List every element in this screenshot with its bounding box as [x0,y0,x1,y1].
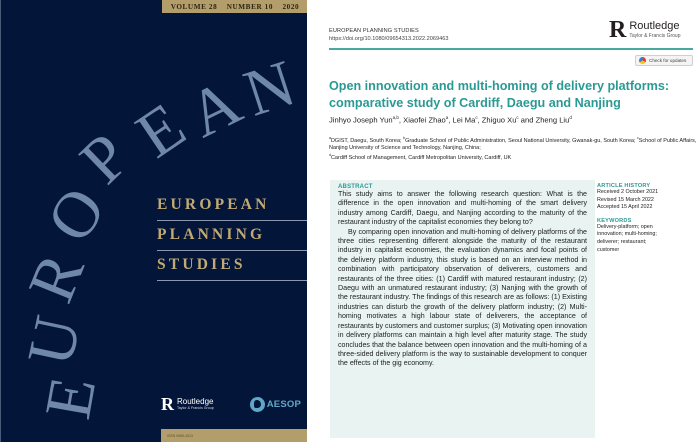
abstract-box [330,180,595,438]
keywords-line: customer [597,246,620,253]
author-name[interactable]: Zhiguo Xu [481,115,517,125]
author-affiliation-mark: d [569,115,572,120]
globe-icon [250,397,265,412]
history-received: Received 2 October 2021 [597,189,659,195]
cover-arc-letter: E [31,371,111,425]
affiliation: Graduate School of Public Administration, Seoul National University, Gwanak-gu, South Korea; [405,137,637,144]
routledge-name: Routledge [177,396,214,406]
publisher-name: Routledge [629,20,680,32]
affiliation: School of Public Affairs, Nanjing University of Science and Technology, Nanjing, China; [329,137,697,151]
author-name[interactable]: Xiaofei Zhao [403,115,446,125]
routledge-logo [161,395,214,413]
affiliation: Cardiff School of Management, Cardiff Metropolitan University, Cardiff, UK [330,154,512,161]
affiliation-mark: b [403,136,406,140]
cover-number: NUMBER 10 [226,2,274,11]
author-separator: and [518,115,536,125]
keywords-heading: KEYWORDS [597,217,632,224]
abstract-paragraph: This study aims to answer the following research question: What is the difference in the open innovation and multi-homing of the smart delivery industry among Cardiff, Daegu, and Nanjing according to the maturity of the restaurant industry of the capitalist economies they belong to? [338,190,587,227]
cover-arc-letter: U [13,309,96,372]
abstract-text [338,190,587,369]
check-for-updates-button[interactable] [635,55,693,66]
history-accepted: Accepted 15 April 2022 [597,204,653,211]
cover-title [157,191,307,281]
doi-link[interactable]: https://doi.org/10.1080/09654313.2022.2069463 [329,36,449,42]
cover-arc-letter: N [235,46,304,131]
affiliation-mark: a [329,136,331,140]
cover-title-line: EUROPEAN [157,191,307,221]
routledge-r-icon: R [161,394,174,414]
journal-cover [0,0,307,442]
check-for-updates-label: Check for updates [649,58,687,63]
author-separator: , [398,115,404,125]
paper-first-page [307,0,700,442]
author-affiliation-mark: a [445,115,449,120]
cover-issue-bar [162,0,307,13]
cover-title-line: STUDIES [157,251,307,281]
author-name[interactable]: Jinhyo Joseph Yun [329,115,393,125]
aesop-logo [250,397,301,412]
cover-arc-letter: P [66,119,144,198]
article-title: Open innovation and multi-homing of delivery platforms: comparative study of Cardiff, Daegu and Nanjing [329,79,670,110]
abstract-heading: ABSTRACT [338,184,373,190]
cover-volume: VOLUME 28 [170,2,218,11]
article-sidebar [597,183,697,254]
cover-issn-bar [161,429,307,442]
journal-name: EUROPEAN PLANNING STUDIES [329,28,419,34]
aesop-label: AESOP [266,398,301,410]
article-history-heading: ARTICLE HISTORY [597,183,651,189]
cover-arc-letter: O [32,174,121,255]
affiliation-mark: c [637,136,639,140]
cover-issn: ISSN 0965-4313 [167,434,193,438]
abstract-paragraph: By comparing open innovation and multi-homing of delivery platforms of the three cities representing different alongside the maturity of the restaurant industry in capitalist economies, the evaluation dynamics and focal points of the delivery platform industry, this study is based on an interview method in combination with participatory observation of deliverers, customers and restaurants of the three cities: (1) Cardiff with matured restaurant industry; (2) Daegu with an unmatured restaurant industry; (3) Nanjing with the growth of the restaurant industry. The findings of this research are as follows: (1) Existing industries can disturb the growth of the delivery platform industry; (2) Multi-homing motivates a high labour state of deliverers, the acceptance of restaurants by customers and customer surplus; (3) Motivating open innovation in delivery platforms can maintain a high level after maturity stage. The study concludes that the balance between open innovation and the multi-homing of a three-sided delivery platform is the way to sustainable development to conquer the effects of the gig economy. [338,227,587,368]
publisher-logo [609,18,680,42]
keywords-line: Delivery-platform; open [597,223,653,230]
affiliation: DGIST, Daegu, South Korea; [330,137,404,144]
author-list [329,115,572,125]
author-separator: , [477,115,482,125]
routledge-subtitle: Taylor & Francis Group [177,405,214,410]
author-name[interactable]: Lei Ma [452,115,476,125]
keywords-line: deliverer; restaurant; [597,238,647,245]
author-name[interactable]: Zheng Liu [535,115,570,125]
cover-year: 2020 [282,2,300,11]
routledge-r-icon: R [609,17,627,43]
cover-title-line: PLANNING [157,221,307,251]
author-separator: , [448,115,453,125]
crossmark-icon [639,57,646,64]
cover-arc-letter: R [14,243,99,312]
author-affiliation-mark: c [516,115,519,120]
cover-logos [161,393,307,415]
publisher-subtitle: Taylor & Francis Group [629,33,681,39]
author-affiliation-mark: c [475,115,478,120]
affiliations [329,135,699,162]
history-revised: Revised 15 March 2022 [597,196,654,203]
keywords-line: innovation; multi-homing; [597,231,657,238]
author-affiliation-mark: a,b [392,115,399,120]
header-divider [329,48,693,50]
cover-arc-letter: E [123,89,199,173]
affiliation-mark: d [329,152,331,157]
cover-arc-letter: A [177,65,253,152]
